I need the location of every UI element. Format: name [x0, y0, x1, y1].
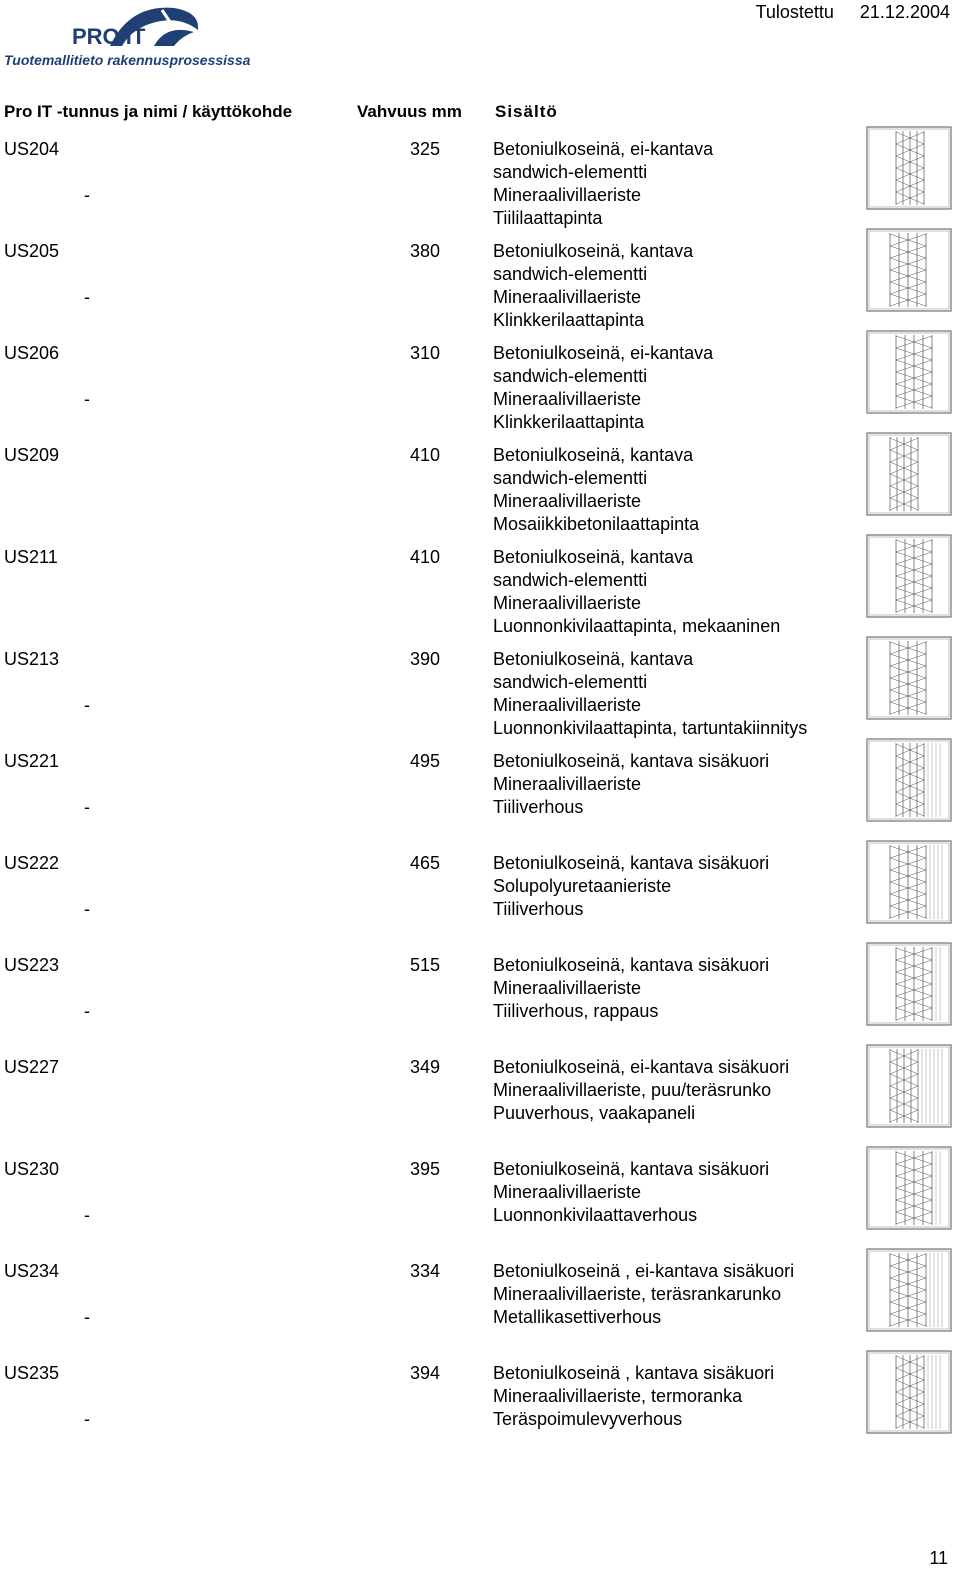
description-line: Luonnonkivilaattapinta, mekaaninen	[493, 616, 781, 636]
logo-text: PRO IT	[72, 24, 146, 49]
wall-type-row	[0, 1362, 960, 1462]
wall-section-icon	[866, 1350, 952, 1434]
wall-code: US235	[4, 1363, 60, 1383]
usage-dash: -	[84, 695, 90, 715]
wall-description	[493, 444, 699, 536]
wall-type-row	[0, 852, 960, 952]
description-line: Mineraalivillaeriste	[493, 287, 642, 307]
wall-type-row	[0, 1056, 960, 1156]
description-line: Mineraalivillaeriste	[493, 774, 642, 794]
description-line: Tiiliverhous	[493, 899, 584, 919]
wall-thickness: 465	[410, 853, 441, 873]
wall-code: US230	[4, 1159, 60, 1179]
wall-description	[493, 342, 713, 434]
wall-thickness: 349	[410, 1057, 441, 1077]
wall-section-icon	[866, 228, 952, 312]
description-line: sandwich-elementti	[493, 264, 648, 284]
wall-thickness: 390	[410, 649, 441, 669]
print-info	[756, 2, 950, 23]
description-line: Puuverhous, vaakapaneli	[493, 1103, 696, 1123]
wall-description	[493, 1362, 774, 1431]
wall-code: US206	[4, 343, 60, 363]
wall-description	[493, 648, 807, 740]
wall-description	[493, 138, 713, 230]
description-line: Betoniulkoseinä , ei-kantava sisäkuori	[493, 1261, 795, 1281]
description-line: Tiiliverhous	[493, 797, 584, 817]
header-content: Sisältö	[495, 102, 558, 121]
description-line: Tiiliverhous, rappaus	[493, 1001, 659, 1021]
wall-section-thumbnail	[866, 1044, 952, 1128]
description-line: Betoniulkoseinä, kantava sisäkuori	[493, 751, 770, 771]
usage-dash: -	[84, 1001, 90, 1021]
wall-code: US211	[4, 547, 58, 567]
wall-section-icon	[866, 1146, 952, 1230]
description-line: sandwich-elementti	[493, 672, 648, 692]
description-line: Tiililaattapinta	[493, 208, 603, 228]
wall-section-thumbnail	[866, 1248, 952, 1332]
description-line: Betoniulkoseinä, kantava	[493, 547, 694, 567]
description-line: Mineraalivillaeriste	[493, 1182, 642, 1202]
wall-description	[493, 240, 693, 332]
wall-type-row	[0, 342, 960, 442]
wall-thickness: 394	[410, 1363, 441, 1383]
wall-code: US227	[4, 1057, 60, 1077]
wall-type-row	[0, 750, 960, 850]
wall-type-row	[0, 648, 960, 748]
wall-thickness: 410	[410, 445, 441, 465]
usage-dash: -	[84, 185, 90, 205]
wall-code: US223	[4, 955, 60, 975]
wall-thickness: 495	[410, 751, 441, 771]
wall-thickness: 325	[410, 139, 441, 159]
wall-section-icon	[866, 1044, 952, 1128]
wall-description	[493, 546, 780, 638]
column-headers	[0, 102, 960, 124]
wall-section-thumbnail	[866, 228, 952, 312]
description-line: Mineraalivillaeriste, teräsrankarunko	[493, 1284, 782, 1304]
header-thickness: Vahvuus mm	[357, 102, 462, 121]
description-line: Klinkkerilaattapinta	[493, 412, 645, 432]
wall-section-thumbnail	[866, 840, 952, 924]
wall-section-thumbnail	[866, 330, 952, 414]
description-line: sandwich-elementti	[493, 468, 648, 488]
wall-code: US213	[4, 649, 60, 669]
wall-thickness: 410	[410, 547, 441, 567]
wall-description	[493, 852, 769, 921]
printed-date: 21.12.2004	[859, 2, 950, 22]
wall-description	[493, 1056, 789, 1125]
description-line: Mineraalivillaeriste	[493, 491, 642, 511]
wall-section-icon	[866, 840, 952, 924]
wall-code: US221	[4, 751, 60, 771]
printed-label: Tulostettu	[755, 2, 834, 22]
description-line: Luonnonkivilaattapinta, tartuntakiinnitys	[493, 718, 808, 738]
header-id-name: Pro IT -tunnus ja nimi / käyttökohde	[4, 102, 293, 121]
wall-section-thumbnail	[866, 942, 952, 1026]
description-line: Mineraalivillaeriste	[493, 978, 642, 998]
wall-type-row	[0, 138, 960, 238]
description-line: Mineraalivillaeriste	[493, 593, 642, 613]
usage-dash: -	[84, 1307, 90, 1327]
description-line: Betoniulkoseinä, kantava	[493, 649, 694, 669]
description-line: Betoniulkoseinä, ei-kantava	[493, 139, 714, 159]
description-line: Teräspoimulevyverhous	[493, 1409, 683, 1429]
description-line: Betoniulkoseinä, kantava	[493, 445, 694, 465]
wall-type-row	[0, 1260, 960, 1360]
usage-dash: -	[84, 1409, 90, 1429]
wall-thickness: 380	[410, 241, 441, 261]
wall-type-row	[0, 444, 960, 544]
description-line: Solupolyuretaanieriste	[493, 876, 672, 896]
description-line: sandwich-elementti	[493, 570, 648, 590]
wall-section-icon	[866, 942, 952, 1026]
description-line: Mineraalivillaeriste, puu/teräsrunko	[493, 1080, 772, 1100]
wall-code: US234	[4, 1261, 60, 1281]
wall-section-thumbnail	[866, 432, 952, 516]
description-line: Metallikasettiverhous	[493, 1307, 662, 1327]
description-line: Betoniulkoseinä, kantava	[493, 241, 694, 261]
logo-mark-icon	[70, 2, 206, 50]
wall-section-thumbnail	[866, 636, 952, 720]
usage-dash: -	[84, 899, 90, 919]
wall-description	[493, 750, 769, 819]
wall-section-icon	[866, 330, 952, 414]
description-line: Betoniulkoseinä, ei-kantava	[493, 343, 714, 363]
wall-code: US222	[4, 853, 60, 873]
wall-section-icon	[866, 1248, 952, 1332]
wall-thickness: 334	[410, 1261, 441, 1281]
wall-description	[493, 1260, 794, 1329]
description-line: Luonnonkivilaattaverhous	[493, 1205, 698, 1225]
usage-dash: -	[84, 389, 90, 409]
wall-type-row	[0, 546, 960, 646]
usage-dash: -	[84, 1205, 90, 1225]
wall-code: US209	[4, 445, 60, 465]
page-number: 11	[929, 1548, 948, 1568]
wall-description	[493, 1158, 769, 1227]
wall-type-row	[0, 1158, 960, 1258]
wall-type-row	[0, 240, 960, 340]
wall-section-icon	[866, 534, 952, 618]
description-line: sandwich-elementti	[493, 366, 648, 386]
wall-code: US204	[4, 139, 60, 159]
description-line: Mosaiikkibetonilaattapinta	[493, 514, 700, 534]
description-line: Betoniulkoseinä, kantava sisäkuori	[493, 1159, 770, 1179]
wall-section-thumbnail	[866, 1350, 952, 1434]
logo-tagline: Tuotemallitieto rakennusprosessissa	[4, 52, 251, 68]
description-line: Mineraalivillaeriste, termoranka	[493, 1386, 743, 1406]
description-line: Mineraalivillaeriste	[493, 695, 642, 715]
usage-dash: -	[84, 287, 90, 307]
wall-thickness: 310	[410, 343, 441, 363]
description-line: Mineraalivillaeriste	[493, 185, 642, 205]
wall-section-thumbnail	[866, 738, 952, 822]
wall-section-icon	[866, 432, 952, 516]
wall-section-icon	[866, 738, 952, 822]
wall-code: US205	[4, 241, 60, 261]
description-line: Klinkkerilaattapinta	[493, 310, 645, 330]
wall-section-thumbnail	[866, 534, 952, 618]
description-line: Betoniulkoseinä, ei-kantava sisäkuori	[493, 1057, 790, 1077]
description-line: Betoniulkoseinä , kantava sisäkuori	[493, 1363, 775, 1383]
description-line: Betoniulkoseinä, kantava sisäkuori	[493, 955, 770, 975]
wall-section-icon	[866, 636, 952, 720]
usage-dash: -	[84, 797, 90, 817]
description-line: Betoniulkoseinä, kantava sisäkuori	[493, 853, 770, 873]
pro-it-logo	[4, 2, 274, 70]
wall-thickness: 515	[410, 955, 441, 975]
wall-section-thumbnail	[866, 126, 952, 210]
wall-type-row	[0, 954, 960, 1054]
wall-section-icon	[866, 126, 952, 210]
wall-section-thumbnail	[866, 1146, 952, 1230]
wall-thickness: 395	[410, 1159, 441, 1179]
description-line: sandwich-elementti	[493, 162, 648, 182]
wall-description	[493, 954, 769, 1023]
description-line: Mineraalivillaeriste	[493, 389, 642, 409]
